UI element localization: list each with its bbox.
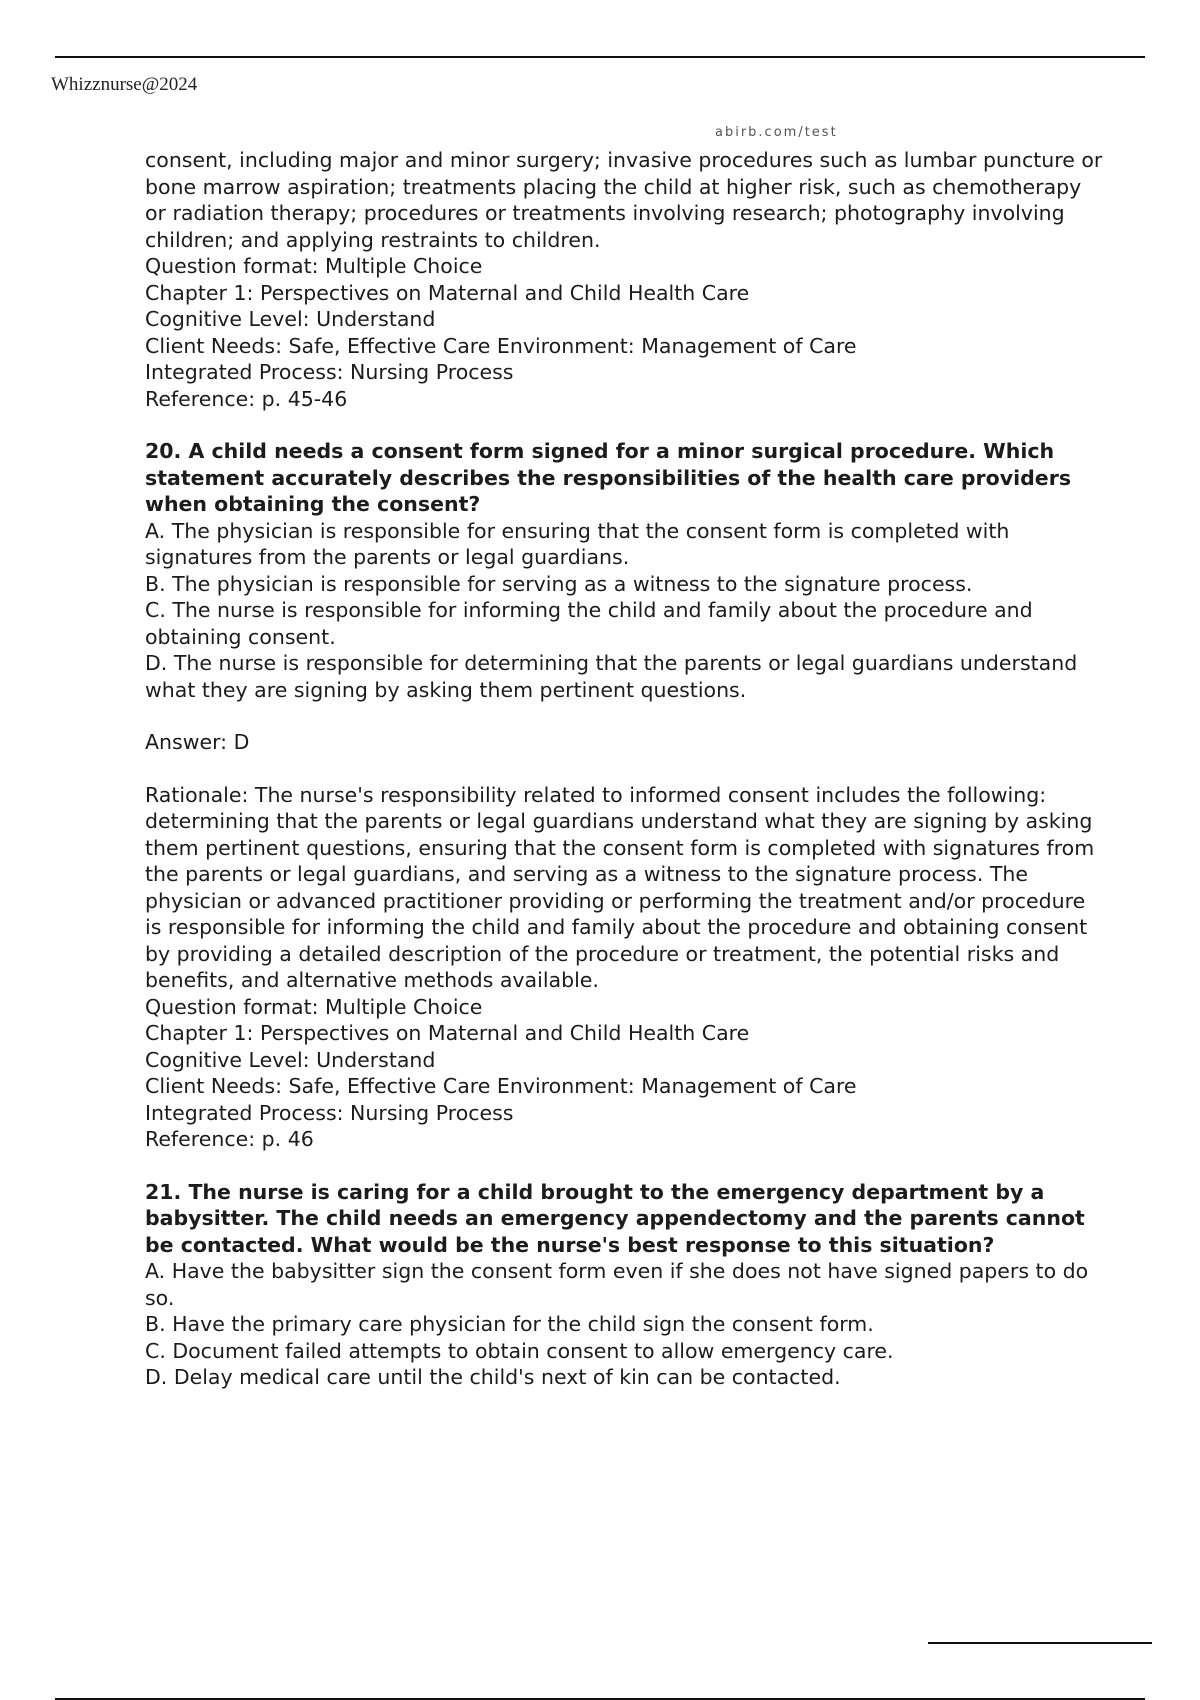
top-rule — [55, 56, 1145, 58]
rationale: Rationale: The nurse's responsibility related to informed consent includes the following: determining that the parents or legal guardians understand what they are signing by asking them pertinent questions, ensuring that the consent form is completed with signatures from the parents or legal guardians, and serving as a witness to the signature process. The physician or advanced practitioner providing or performing the treatment and/or procedure is responsible for informing the child and family about the procedure and obtaining consent by providing a detailed description of the procedure or treatment, the potential risks and benefits, and alternative methods available. — [145, 782, 1095, 992]
question-21 — [145, 1179, 1105, 1391]
option-a: A. Have the babysitter sign the consent form even if she does not have signed papers to do so. — [145, 1259, 1089, 1310]
question-20 — [145, 438, 1105, 1153]
reference: Reference: p. 46 — [145, 1127, 314, 1151]
option-b: B. Have the primary care physician for the child sign the consent form. — [145, 1312, 874, 1336]
option-a: A. The physician is responsible for ensuring that the consent form is completed with signatures from the parents or legal guardians. — [145, 518, 1010, 569]
option-c: C. The nurse is responsible for informing the child and family about the procedure and obtaining consent. — [145, 598, 1033, 649]
option-d: D. The nurse is responsible for determining that the parents or legal guardians understand what they are signing by asking them pertinent questions. — [145, 651, 1078, 702]
client-needs: Client Needs: Safe, Effective Care Environment: Management of Care — [145, 1074, 857, 1098]
answer: Answer: D — [145, 730, 250, 754]
header-brand: Whizznurse@2024 — [51, 74, 198, 95]
option-d: D. Delay medical care until the child's next of kin can be contacted. — [145, 1365, 841, 1389]
reference: Reference: p. 45-46 — [145, 386, 348, 411]
client-needs: Client Needs: Safe, Effective Care Environment: Management of Care — [145, 333, 857, 358]
cognitive-level: Cognitive Level: Understand — [145, 307, 436, 331]
integrated-process: Integrated Process: Nursing Process — [145, 360, 514, 384]
integrated-process: Integrated Process: Nursing Process — [145, 1100, 514, 1125]
question-title: 21. The nurse is caring for a child brought to the emergency department by a babysitter. The child needs an emergency appendectomy and the parents cannot be contacted. What would be the nurse's best response to this situation? — [145, 1179, 1085, 1257]
rationale-tail: consent, including major and minor surgery; invasive procedures such as lumbar puncture or bone marrow aspiration; treatments placing the child at higher risk, such as chemotherapy or radiation therapy; procedures or treatments involving research; photography involving children; and applying restraints to children. — [145, 148, 1103, 252]
footer-short-rule — [928, 1642, 1152, 1644]
option-b: B. The physician is responsible for serving as a witness to the signature process. — [145, 571, 973, 596]
page-content — [145, 147, 1105, 1391]
previous-rationale — [145, 147, 1105, 412]
cognitive-level: Cognitive Level: Understand — [145, 1047, 436, 1072]
option-c: C. Document failed attempts to obtain consent to allow emergency care. — [145, 1338, 894, 1363]
chapter: Chapter 1: Perspectives on Maternal and Child Health Care — [145, 1021, 750, 1045]
question-title: 20. A child needs a consent form signed for a minor surgical procedure. Which statement accurately describes the responsibilities of the health care providers when obtaining the consent? — [145, 439, 1072, 516]
chapter: Chapter 1: Perspectives on Maternal and Child Health Care — [145, 280, 750, 305]
question-format: Question format: Multiple Choice — [145, 254, 483, 278]
question-format: Question format: Multiple Choice — [145, 994, 483, 1019]
watermark-text: abirb.com/test — [715, 125, 838, 140]
